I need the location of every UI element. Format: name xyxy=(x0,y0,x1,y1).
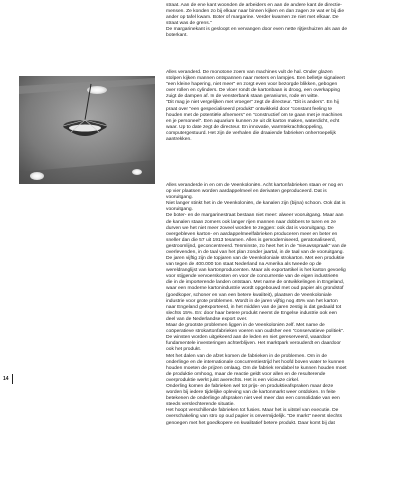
paragraph: Alles veranderde in en om de Veenkoloniën. Acht kartonfabrieken staan er nog en op vier plaatsen worden aardappelmeel en derivaten geproduceerd. Dat is vooruitgang. Niet langer stinkt het in de Veenkoloniën, de kanalen zijn (bijna) schoon. Ook dat is vooruitgang. De boter- en de margarinestraat bestaan niet meer: alweer vooruitgang. Maar aan de kanalen staan zomers ook langer rijen mannen naar dobbers te turen en ze durven we het niet meer zoveel worden te zeggen: ook dat is vooruitgang. De overgebleven karton- en aardappelmeelfabrieken produceren meer en beter en sneller dan die 57 uit 1913 tesamen. Alles is gemoderniseerd, geratonaliseerd, gestroomlijnd, geconcentreerd. Tenminste, zo heet het in de "nieuwsspraak" van de overlevenden, in de taal van het plan zonder jaartal, in de taal van de vooruitgang. xyxy=(166,183,347,256)
text-block-history xyxy=(166,256,384,427)
paragraph: straat. Aan de ene kant woonden de arbeiders en aan de andere kant de directie- mensen. Ze konden zo bij elkaar naar binnen kijken en dan zagen ze wat er bij die ander op tafel kwam. Boter of margarine. Verder kwamen ze niet met elkaar. De straat was de grens." De margarinekant is gesloopt en vervangen door even nette rijtjeshuizen als aan de boterkant. xyxy=(166,3,348,39)
text-block-intro xyxy=(166,3,384,40)
paragraph: De jaren vijftig zijn de topjaren van de Veenkoloniale strokarton. Met een produktie van tegen de 400.000 ton staat Nederland na Amerika als tweede op de wereldranglijst van kartonproducenten. Maar als exportartikel is het karton gevoelig voor stijgende vervoerskosten en voor de concurrentie van de eigen industrieën die in de importerende landen ontstaan. Met name de ontwikkelingen in Engeland, waar een moderne kartonindustrie wordt opgebouwd met oud papier als grondstof (goedkoper, schoner en van een betere kwaliteit), plaatsen de Veenkoloniale industrie voor grote problemen. Wordt in de jaren vijftig nog 45% van het karton naar Engeland geëxporteerd, in het midden van de jaren zestig is dat gedaald tot slechts 15%. En: door haar betere produkt neemt de Engelse industrie ook een deel van de Nederlandse export over. Maar de grootste problemen liggen in de Veenkoloniën zelf. Met name de coöperatieve strokartonfabrieken voeren van oudsher een "conservatieve politiek". De winsten worden uitgekeerd aan de leden en niet gereserveerd, waardoor fundamentele investeringen achterblijven. Het marktpark verouderdt en daardoor ook het produkt. Met het dalen van de afzet komen de fabrieken in de problemen. Om in de onderlinge en de internationale concurrentiestrijd het hoofd boven water te kunnen houden moeten de prijzen omlaag. Om de fabriek rendabel te kunnen houden moet de produktie omhoog, maar de reactie geldt voor allen en de resulterende overproduktie werkt juist averechts. Het is een vicieuze cirkel. Onderling komen de fabrieken wel tot prijs- en produktieafspraken maar deze worden bij iedere tijdelijke opleving van de kartonmarkt weer ontdoken. In feite betekenen de onderlinge afspraken niet veel meer dan een consolidatie van een steeds verslechterende situatie. Het hoopt verschillende fabrieken tot fusies. Maar het is uitstel van executie. De overschakeling van stro op oud papier is onvermijdelijk. "De markt" neemt slechts genoegen met het goedkopere en kwalitatief betere produkt. Daar komt bij dat xyxy=(166,256,347,426)
page-number-rule xyxy=(12,374,13,384)
ceiling-lamp-photo xyxy=(19,76,155,184)
text-block-progress xyxy=(166,183,384,256)
ceiling-lamp-photo-icon xyxy=(19,76,155,184)
text-block-factory xyxy=(166,70,384,143)
paragraph: Alles veranderd. De monotone zoem van machines vult de hal. Onder glazen stolpen kijken mannen ontspannen naar meters en lampjes. Een belletje signaleert "een kleine hapering, niet meer" en zorgt even voor bezorgde blikken, gebogen over rollen en cylinders. De vloer rondt de kartonbaan is droog, een overkapping zuigt de dampen af. In de vensterbank staan geraniums, rode en witte. "Dit mag je niet vergelijken met vroeger" zegt de directeur. "Dit is anders". En hij praat over "een gespecialiseerd produkt" ontwikkeld door "constant feeling te houden met de potentiële afnemers" en "constructief om te gaan met je machines en je personeel". Een aquarium kunnen ze uit dit karton maken, waterdicht, echt waar. Up to date zegt de directeur. En innovatie, warmtekrachtkoppeling, computergestuurd. Het zijn de verhalen die draaiende fabrieken onherroepelijk aantrekken. xyxy=(166,70,345,143)
page-number: 14 xyxy=(3,376,9,382)
